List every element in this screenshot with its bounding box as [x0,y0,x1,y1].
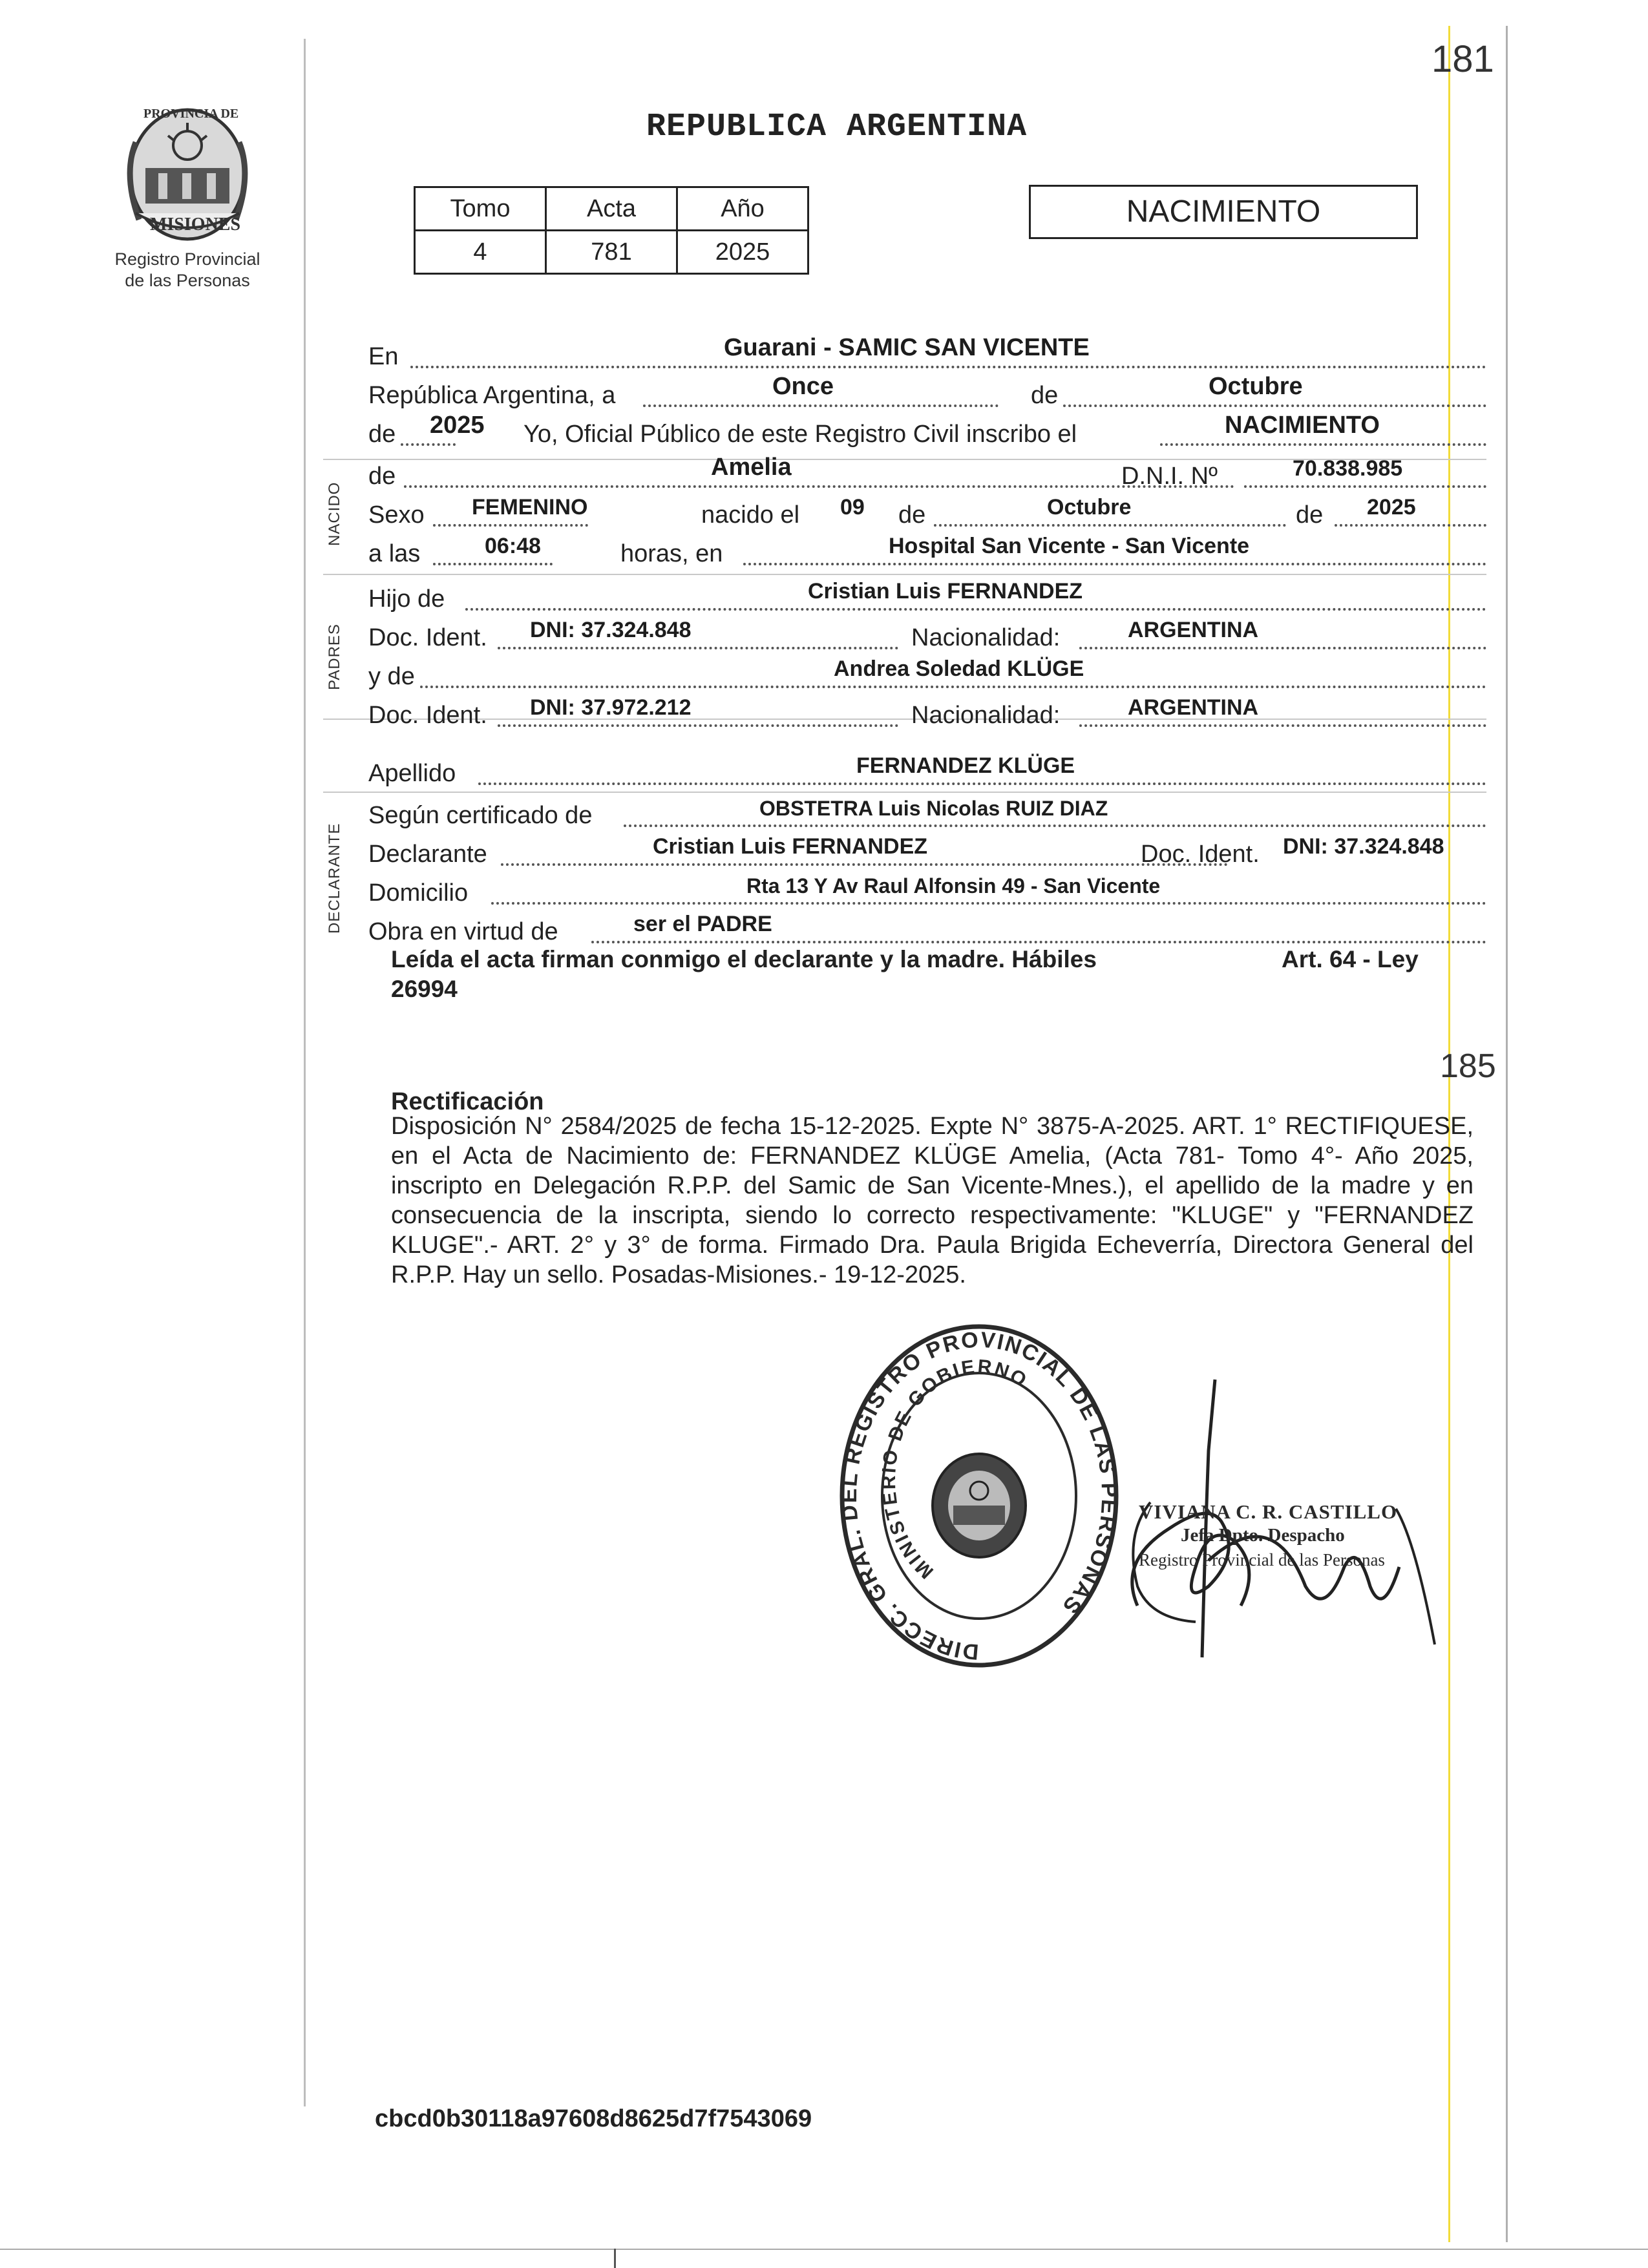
row-apellido [368,753,1648,792]
table-header-tomo: Tomo [415,187,546,231]
value-year: 2025 [430,412,485,439]
bottom-border-line [0,2249,1648,2250]
dots [404,485,1234,488]
rectificacion-text: Disposición N° 2584/2025 de fecha 15-12-2025. Expte N° 3875-A-2025. ART. 1° RECTIFIQUESE, en el Acta de Nacimiento de: FERNANDEZ KLÜGE Amelia, (Acta 781- Tomo 4°- Año 2025, inscripto en Delegación R.P.P. del Samic de San Vicente-Mnes.), el apellido de la madre y en consecuencia de la inscripta, siendo lo correcto respectivamente: "KLUGE" y "FERNANDEZ KLUGE".- ART. 2° y 3° de forma. Firmado Dra. Paula Brigida Echeverría, Directora General del R.P.P. Hay un sello. Posadas-Misiones.- 19-12-2025. [391,1113,1474,1288]
label-declarante: Declarante [368,841,487,868]
record-type-box: NACIMIENTO [1029,185,1418,239]
value-name: Amelia [711,454,792,481]
logo-text-bottom: MISIONES [150,215,241,235]
table-value-anio: 2025 [677,231,808,274]
label-nac-padre: Nacionalidad: [911,624,1061,651]
row-certificado [368,795,1648,834]
dots [501,863,1228,866]
stamp-line3: Registro Provincial de las Personas [1139,1550,1385,1570]
value-apellido: FERNANDEZ KLÜGE [856,753,1075,778]
lectura-text [391,945,1483,1004]
row-padre [368,578,1648,617]
label-de-year: de [368,421,396,448]
value-hora: 06:48 [485,534,541,558]
label-dni: D.N.I. Nº [1121,463,1218,490]
label-de-2: de [898,501,926,529]
dots [1079,724,1486,727]
row-declarante [368,834,1648,872]
label-oficial: Yo, Oficial Público de este Registro Civil inscribo el [523,421,1077,448]
page-number-mid: 185 [1440,1047,1496,1085]
left-margin-line [304,39,306,2106]
value-domicilio: Rta 13 Y Av Raul Alfonsin 49 - San Vicente [746,874,1161,898]
row-madre [368,656,1648,695]
value-padre-doc: DNI: 37.324.848 [530,618,692,642]
value-madre-doc: DNI: 37.972.212 [530,695,692,720]
label-apellido: Apellido [368,760,456,787]
value-padre-nac: ARGENTINA [1128,618,1259,642]
value-declarante-doc: DNI: 37.324.848 [1283,834,1444,859]
label-domicilio: Domicilio [368,879,469,907]
document-hash: cbcd0b30118a97608d8625d7f7543069 [375,2105,812,2132]
side-label-nacido: NACIDO [326,481,343,546]
dots [624,824,1486,827]
row-padre-doc [368,617,1648,656]
value-certificado: OBSTETRA Luis Nicolas RUIZ DIAZ [759,797,1108,820]
logo-caption-line2: de las Personas [125,271,250,290]
label-alas: a las [368,540,421,567]
row-en [368,336,1648,375]
dots [491,902,1486,905]
dots [433,524,588,527]
dots [591,941,1486,943]
label-nac-madre: Nacionalidad: [911,702,1061,729]
dots [643,404,998,407]
dots [498,647,898,649]
label-horas-en: horas, en [620,540,723,567]
logo-text-top: PROVINCIA DE [143,107,239,121]
side-label-declarante: DECLARANTE [326,823,343,934]
side-label-padres: PADRES [326,624,343,690]
page-number-top: 181 [1431,38,1494,80]
official-seal [837,1321,1121,1683]
dots [420,686,1486,688]
label-doc-declarante: Doc. Ident. [1141,841,1260,868]
label-doc-padre: Doc. Ident. [368,624,487,651]
stamp-line2: Jefa Dpto. Despacho [1181,1525,1345,1546]
value-madre-nac: ARGENTINA [1128,695,1259,720]
logo-caption-line1: Registro Provincial [114,249,260,269]
separator-2 [323,574,1486,575]
value-dni: 70.838.985 [1293,456,1403,481]
page-title: REPUBLICA ARGENTINA [646,109,1028,145]
label-republica: República Argentina, a [368,382,616,409]
row-obra [368,911,1648,950]
value-obra: ser el PADRE [633,912,772,936]
bottom-tick [614,2249,616,2268]
label-nacido: nacido el [701,501,800,529]
lectura-line2: 26994 [391,976,458,1002]
dots [1335,524,1486,527]
label-obra: Obra en virtud de [368,918,558,945]
dots [743,563,1486,565]
table-header-anio: Año [677,187,808,231]
seal-inner-text: MINISTERIO DE GOBIERNO [878,1356,1032,1583]
seal-outer-text: DIRECC. GRAL. DEL REGISTRO PROVINCIAL DE LAS PERSONAS [837,1327,1121,1664]
value-birth-month: Octubre [1047,495,1132,520]
logo-caption [90,249,284,291]
label-doc-madre: Doc. Ident. [368,702,487,729]
value-month: Octubre [1209,373,1303,400]
stamp-line1: VIVIANA C. R. CASTILLO [1139,1500,1398,1523]
registry-table [414,186,809,275]
row-nombre [368,456,1648,494]
dots [401,443,456,446]
value-birth-day: 09 [840,495,865,520]
row-domicilio [368,872,1648,911]
label-sexo: Sexo [368,501,425,529]
dots [1063,404,1486,407]
table-header-acta: Acta [546,187,677,231]
lectura-line1: Leída el acta firman conmigo el declarante y la madre. Hábiles [391,946,1097,972]
value-declarante: Cristian Luis FERNANDEZ [653,834,928,859]
dots [478,782,1486,785]
row-madre-doc [368,695,1648,733]
table-value-tomo: 4 [415,231,546,274]
stamp-text [1139,1500,1397,1570]
dots [1244,485,1486,488]
label-certificado: Según certificado de [368,802,593,829]
lectura-ref: Art. 64 - Ley [1282,946,1419,972]
label-de-3: de [1296,501,1324,529]
label-de-name: de [368,463,396,490]
dots [934,524,1286,527]
dots [410,366,1486,368]
value-madre: Andrea Soledad KLÜGE [834,656,1084,681]
dots [1079,647,1486,649]
rectificacion-title: Rectificación [391,1088,544,1115]
label-yde: y de [368,663,415,690]
value-en: Guarani - SAMIC SAN VICENTE [724,334,1090,361]
label-en: En [368,343,399,370]
value-birth-year: 2025 [1367,495,1416,520]
row-sexo [368,494,1648,533]
dots [498,724,898,727]
value-lugar: Hospital San Vicente - San Vicente [889,534,1250,558]
value-day: Once [772,373,834,400]
label-de: de [1031,382,1059,409]
row-hora [368,533,1648,572]
separator-4 [323,792,1486,793]
value-padre: Cristian Luis FERNANDEZ [808,579,1083,604]
dots [1160,443,1486,446]
label-hijo: Hijo de [368,585,445,613]
row-republica [368,375,1648,414]
dots [465,608,1486,611]
value-sexo: FEMENINO [472,495,588,520]
row-oficial [368,414,1648,452]
table-value-acta: 781 [546,231,677,274]
dots [433,563,553,565]
value-inscription: NACIMIENTO [1225,412,1380,439]
